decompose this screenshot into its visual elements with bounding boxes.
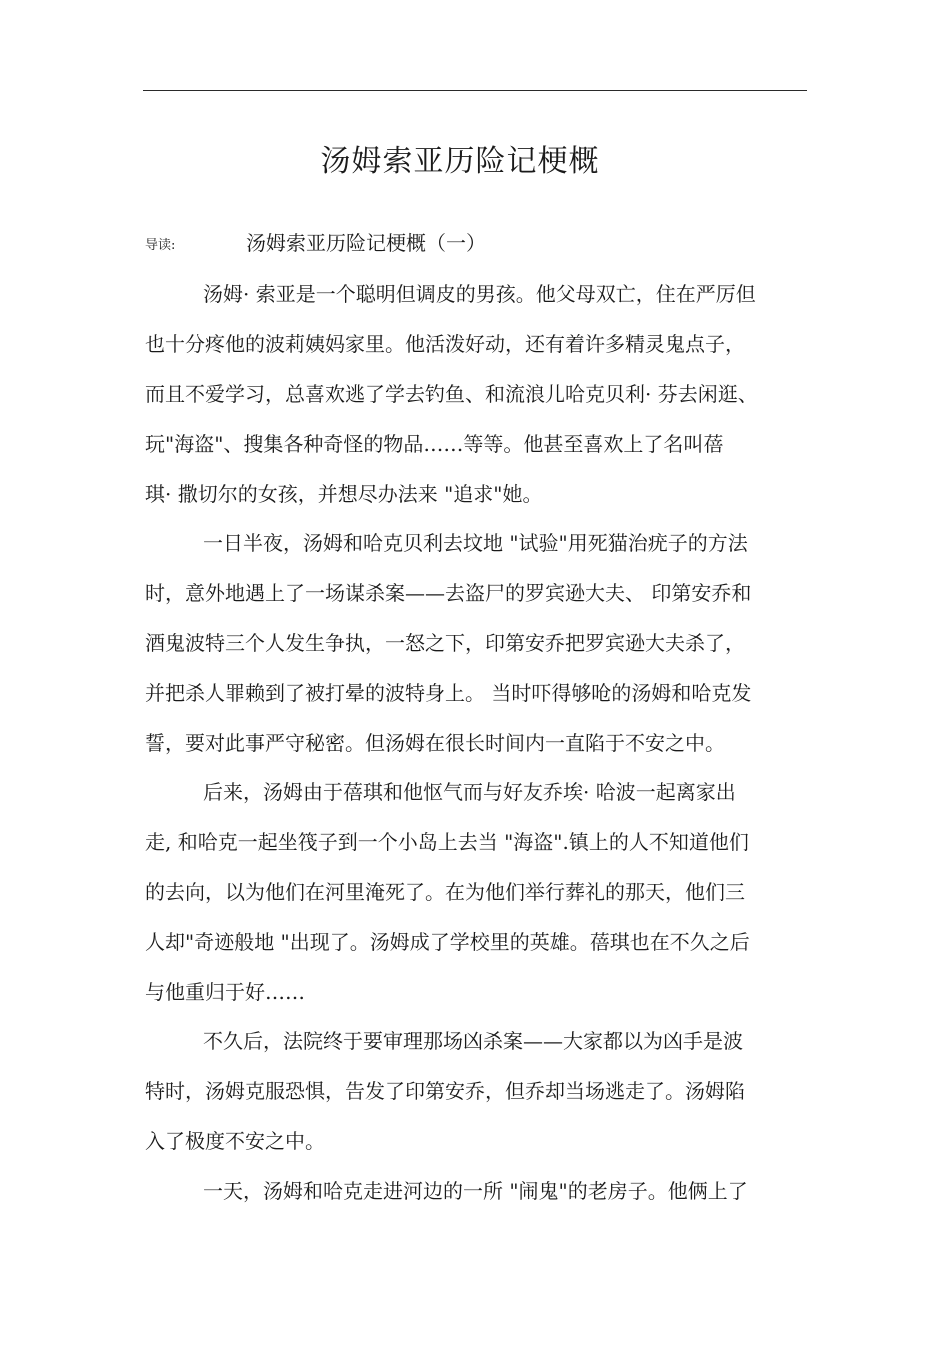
body-line: 而且不爱学习，总喜欢逃了学去钓鱼、和流浪儿哈克贝利· 芬去闲逛、 <box>145 382 758 406</box>
body-line: 琪· 撒切尔的女孩，并想尽办法来 "追求"她。 <box>145 482 543 506</box>
body-line: 后来，汤姆由于蓓琪和他怄气而与好友乔埃· 哈波一起离家出 <box>203 780 736 804</box>
body-line: 一日半夜，汤姆和哈克贝利去坟地 "试验"用死猫治疣子的方法 <box>203 531 748 555</box>
lead-heading: 汤姆索亚历险记梗概（一） <box>246 231 486 255</box>
body-line: 并把杀人罪赖到了被打晕的波特身上。 当时吓得够呛的汤姆和哈克发 <box>145 681 752 705</box>
body-line: 与他重归于好…… <box>145 980 305 1004</box>
document-title: 汤姆索亚历险记梗概 <box>320 144 600 179</box>
body-line: 时，意外地遇上了一场谋杀案——去盗尸的罗宾逊大夫、 印第安乔和 <box>145 581 752 605</box>
body-line: 汤姆· 索亚是一个聪明但调皮的男孩。他父母双亡，住在严厉但 <box>203 282 756 306</box>
body-line: 酒鬼波特三个人发生争执，一怒之下，印第安乔把罗宾逊大夫杀了， <box>145 631 745 655</box>
body-line: 走, 和哈克一起坐筏子到一个小岛上去当 "海盗".镇上的人不知道他们 <box>145 830 749 854</box>
body-line: 一天，汤姆和哈克走进河边的一所 "闹鬼"的老房子。他俩上了 <box>203 1179 748 1203</box>
body-line: 也十分疼他的波莉姨妈家里。他活泼好动，还有着许多精灵鬼点子， <box>145 332 745 356</box>
body-line: 不久后，法院终于要审理那场凶杀案——大家都以为凶手是波 <box>203 1029 743 1053</box>
body-line: 誓，要对此事严守秘密。但汤姆在很长时间内一直陷于不安之中。 <box>145 731 725 755</box>
header-rule <box>143 90 807 91</box>
body-line: 入了极度不安之中。 <box>145 1129 325 1153</box>
body-line: 人却"奇迹般地 "出现了。汤姆成了学校里的英雄。蓓琪也在不久之后 <box>145 930 750 954</box>
body-line: 特时，汤姆克服恐惧，告发了印第安乔，但乔却当场逃走了。汤姆陷 <box>145 1079 745 1103</box>
body-line: 玩"海盗"、搜集各种奇怪的物品……等等。他甚至喜欢上了名叫蓓 <box>145 432 724 456</box>
lead-label: 导读: <box>145 238 176 253</box>
body-line: 的去向，以为他们在河里淹死了。在为他们举行葬礼的那天，他们三 <box>145 880 745 904</box>
